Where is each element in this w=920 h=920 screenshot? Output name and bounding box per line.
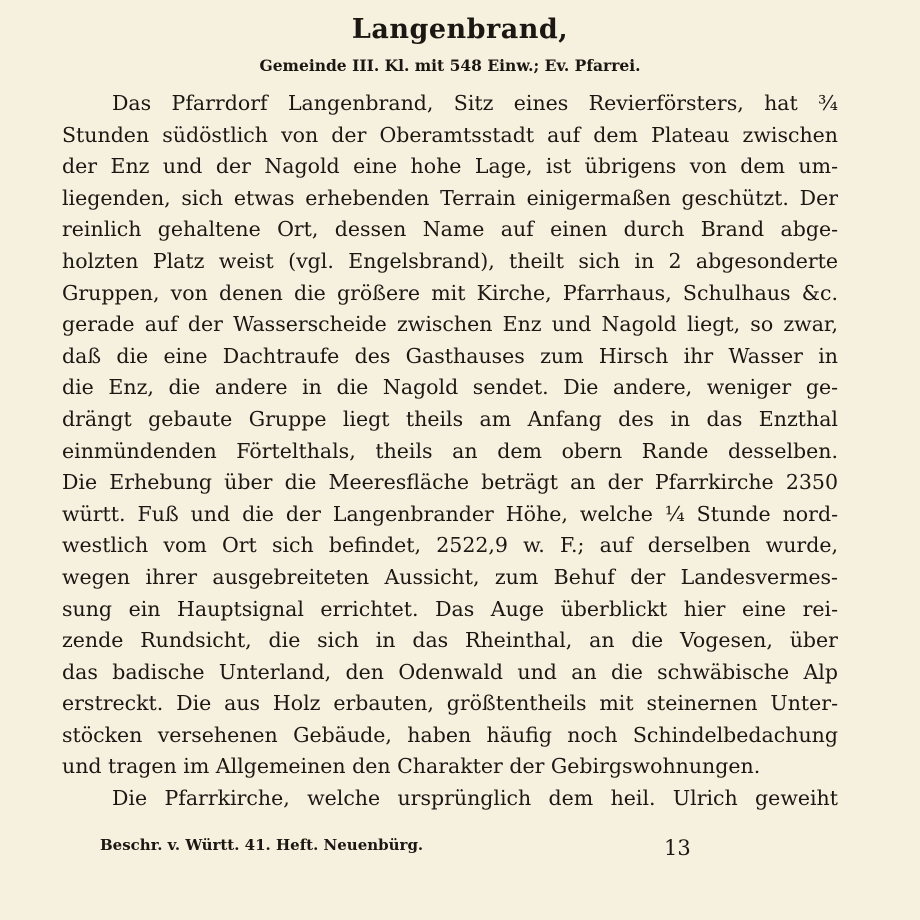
- text-line: Gruppen, von denen die größere mit Kirche, Pfarrhaus, Schulhaus &c.: [62, 280, 838, 305]
- text-line: Die Erhebung über die Meeresfläche beträgt an der Pfarrkirche 2350: [62, 470, 838, 495]
- text-line: reinlich gehaltene Ort, dessen Name auf einen durch Brand abge-: [62, 217, 838, 242]
- page-title: Langenbrand,: [351, 14, 569, 45]
- text-line: Die Pfarrkirche, welche ursprünglich dem heil. Ulrich geweiht: [112, 786, 838, 811]
- text-line: wegen ihrer ausgebreiteten Aussicht, zum Behuf der Landesvermes-: [62, 564, 838, 589]
- text-line: das badische Unterland, den Odenwald und an die schwäbische Alp: [62, 659, 838, 684]
- body-text: [62, 88, 838, 815]
- text-line: daß die eine Dachtraufe des Gasthauses zum Hirsch ihr Wasser in: [62, 343, 838, 368]
- text-line: drängt gebaute Gruppe liegt theils am Anfang des in das Enzthal: [62, 406, 838, 431]
- page-footer: Beschr. v. Württ. 41. Heft. Neuenbürg.: [100, 836, 424, 854]
- text-line: gerade auf der Wasserscheide zwischen Enz und Nagold liegt, so zwar,: [62, 312, 838, 337]
- text-line: Das Pfarrdorf Langenbrand, Sitz eines Revierförsters, hat ¾: [112, 91, 838, 115]
- text-line: stöcken versehenen Gebäude, haben häufig noch Schindelbedachung: [62, 722, 838, 747]
- page-subtitle: Gemeinde III. Kl. mit 548 Einw.; Ev. Pfarrei.: [259, 56, 641, 75]
- text-line: württ. Fuß und die der Langenbrander Höhe, welche ¼ Stunde nord-: [62, 501, 838, 526]
- text-line: westlich vom Ort sich befindet, 2522,9 w. F.; auf derselben wurde,: [62, 533, 838, 558]
- text-line: zende Rundsicht, die sich in das Rheinthal, an die Vogesen, über: [62, 628, 838, 653]
- text-line: die Enz, die andere in die Nagold sendet. Die andere, weniger ge-: [62, 375, 838, 400]
- text-line: der Enz und der Nagold eine hohe Lage, ist übrigens von dem um-: [62, 154, 838, 179]
- text-line: sung ein Hauptsignal errichtet. Das Auge überblickt hier eine rei-: [62, 596, 838, 621]
- text-line: liegenden, sich etwas erhebenden Terrain einigermaßen geschützt. Der: [62, 185, 838, 210]
- text-line: erstreckt. Die aus Holz erbauten, größtentheils mit steinernen Unter-: [62, 691, 838, 716]
- text-line: holzten Platz weist (vgl. Engelsbrand), theilt sich in 2 abgesonderte: [62, 248, 838, 273]
- text-line: Stunden südöstlich von der Oberamtsstadt auf dem Plateau zwischen: [62, 122, 838, 147]
- page-number: 13: [664, 836, 691, 860]
- text-line: einmündenden Förtelthals, theils an dem obern Rande desselben.: [62, 438, 838, 463]
- text-line: und tragen im Allgemeinen den Charakter der Gebirgswohnungen.: [62, 754, 761, 779]
